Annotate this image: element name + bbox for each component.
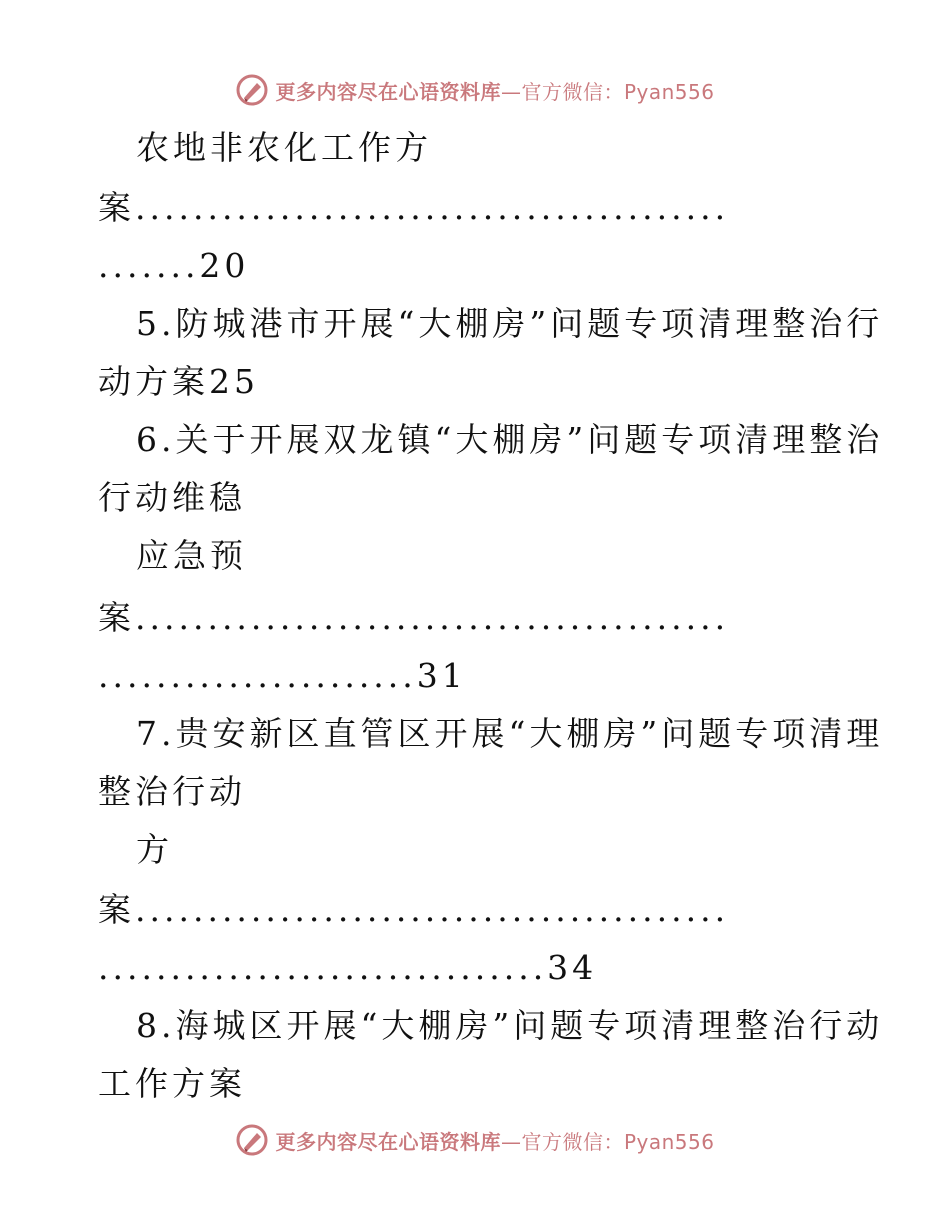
toc-item-6-cont2: 应急预 — [136, 536, 247, 575]
toc-item-7-cont: 整治行动 — [98, 772, 246, 811]
toc-item-6: 6.关于开展双龙镇“大棚房”问题专项清理整治 — [136, 420, 884, 459]
pen-logo-icon — [235, 73, 269, 107]
footer-watermark — [0, 1120, 950, 1160]
toc-leader-7: 案......................................... — [98, 890, 730, 929]
watermark-text: 更多内容尽在心语资料库—官方微信：Pyan556 — [275, 79, 715, 104]
toc-item-7: 7.贵安新区直管区开展“大棚房”问题专项清理 — [136, 714, 884, 753]
header-watermark — [0, 70, 950, 110]
toc-leader-6: 案......................................... — [98, 598, 730, 637]
toc-leader-1: 案......................................... — [98, 188, 730, 227]
toc-item-5: 5.防城港市开展“大棚房”问题专项清理整治行 — [136, 304, 884, 343]
toc-line-1: 农地非农化工作方 — [136, 128, 432, 167]
toc-item-5-cont: 动方案25 — [98, 362, 259, 401]
toc-page-number-1: .......20 — [98, 246, 250, 285]
toc-item-8-cont: 工作方案 — [98, 1064, 246, 1103]
watermark-text: 更多内容尽在心语资料库—官方微信：Pyan556 — [275, 1129, 715, 1154]
pen-logo-icon — [235, 1123, 269, 1157]
toc-item-6-cont: 行动维稳 — [98, 478, 246, 517]
toc-page-number-7: ...............................34 — [98, 948, 598, 987]
toc-item-8: 8.海城区开展“大棚房”问题专项清理整治行动 — [136, 1006, 884, 1045]
toc-page-number-6: ......................31 — [98, 656, 467, 695]
toc-item-7-cont2: 方 — [136, 830, 173, 869]
